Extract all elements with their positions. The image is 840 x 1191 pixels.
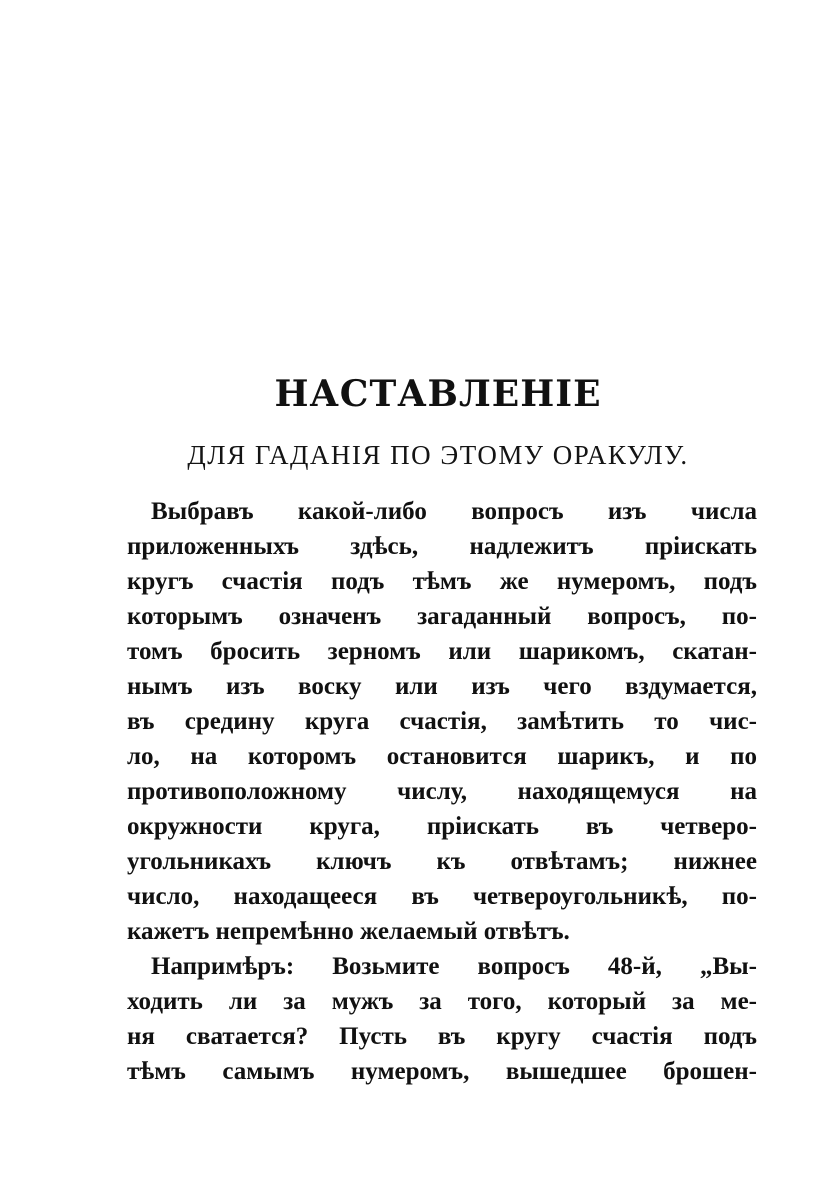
text-line: въ средину круга счастія, замѣтить то чис- [127,708,757,735]
text-line: ходить ли за мужъ за того, который за ме- [127,988,757,1015]
text-line: число, находащееся въ четвероугольникѣ, по- [127,883,757,910]
text-line: Напримѣръ: Возьмите вопросъ 48-й, „Вы- [151,953,757,980]
text-line: ло, на которомъ остановится шарикъ, и по [127,743,757,770]
text-line: томъ бросить зерномъ или шарикомъ, скатан- [127,638,757,665]
text-line: кажетъ непремѣнно желаемый отвѣтъ. [127,918,570,945]
text-line: которымъ означенъ загаданный вопросъ, по- [127,603,757,630]
text-line: противоположному числу, находящемуся на [127,778,757,805]
page-title: НАСТАВЛЕНІЕ [274,373,602,415]
text-line: Выбравъ какой-либо вопросъ изъ числа [151,498,757,525]
text-line: ня сватается? Пусть въ кругу счастія подъ [127,1023,757,1050]
page-subtitle: ДЛЯ ГАДАНІЯ ПО ЭТОМУ ОРАКУЛУ. [187,440,689,470]
body-text [127,494,757,1089]
text-line: окружности круга, пріискать въ четверо- [127,813,757,840]
text-line: приложенныхъ здѣсь, надлежитъ пріискать [127,533,757,560]
text-line: кругъ счастія подъ тѣмъ же нумеромъ, подъ [127,568,757,595]
text-line: тѣмъ самымъ нумеромъ, вышедшее брошен- [127,1058,757,1085]
text-line: угольникахъ ключъ къ отвѣтамъ; нижнее [127,848,757,875]
text-line: нымъ изъ воску или изъ чего вздумается, [127,673,757,700]
